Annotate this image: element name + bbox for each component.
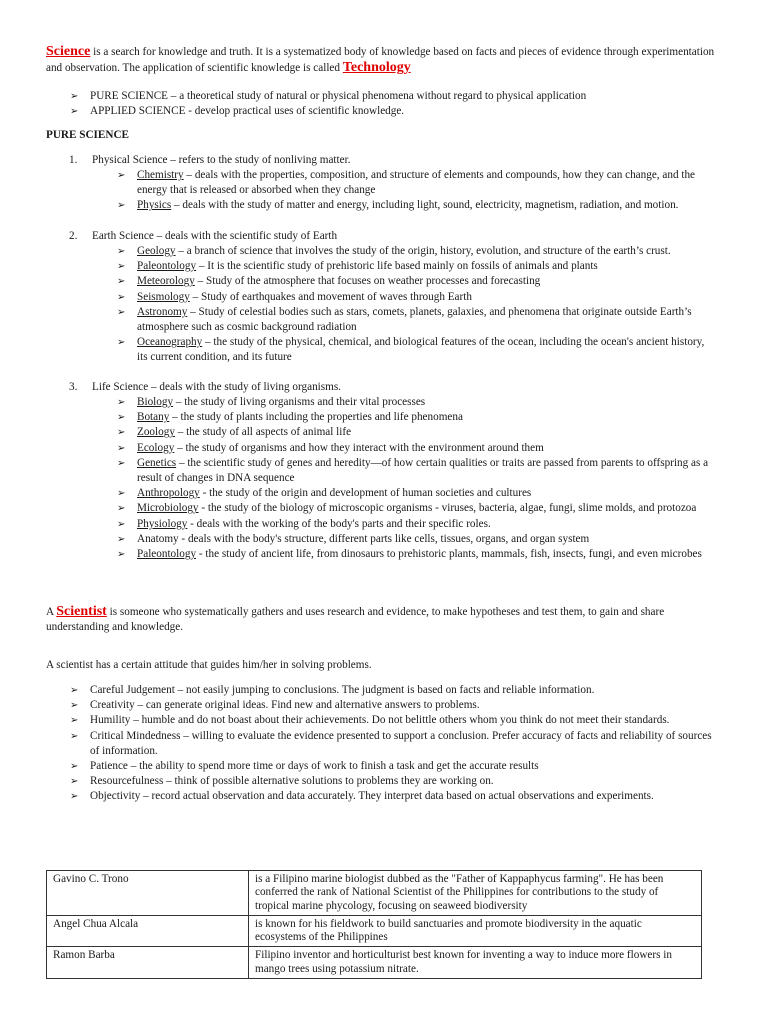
scientist-desc-cell: is known for his fieldwork to build sanctuaries and promote biodiversity in the aquatic ecosystems of the Philippines — [249, 915, 702, 947]
term-desc: - deals with the working of the body's parts and their specific roles. — [187, 517, 491, 530]
term: Microbiology — [137, 502, 199, 515]
term: Oceanography — [137, 336, 203, 349]
term-desc: – It is the scientific study of prehistoric life based mainly on fossils of animals and plants — [196, 260, 598, 273]
list-number: 1. — [69, 154, 78, 166]
list-item: ➢ Resourcefulness – think of possible alternative solutions to problems they are working on. — [70, 774, 720, 789]
list-item: ➢ APPLIED SCIENCE - develop practical uses of scientific knowledge. — [70, 104, 720, 119]
term-desc: – the scientific study of genes and heredity—of how certain qualities or traits are passed from parents to offspring as a result of changes in DNA sequence — [137, 456, 709, 485]
scientist-desc-cell: Filipino inventor and horticulturist best known for inventing a way to induce more flowers in mango trees using potassium nitrate. — [249, 947, 702, 979]
technology-term: Technology — [342, 60, 411, 76]
list-item — [117, 274, 717, 289]
term: Physiology — [137, 517, 188, 530]
list-item — [117, 425, 717, 440]
term-desc: – deals with the study of matter and energy, including light, sound, electricity, magnetism, radiation, and motion. — [171, 199, 679, 212]
term: Botany — [137, 411, 170, 424]
term-desc: – Study of the atmosphere that focuses on weather processes and forecasting — [194, 275, 541, 288]
term-desc: – deals with the properties, composition, and structure of elements and compounds, how they can change, and the energy that is released or absorbed when they change — [137, 169, 696, 197]
table-row — [47, 915, 702, 947]
list-item — [117, 441, 717, 456]
intro-text: is a search for knowledge and truth. It is a systematized body of knowledge based on facts and pieces of evidence through experimentation and observation. The application of scientific knowledge is called — [46, 46, 715, 75]
scientist-text: is someone who systematically gathers and uses research and evidence, to make hypotheses and test them, to gain and share understanding and knowledge. — [46, 606, 665, 634]
term-desc: – Study of celestial bodies such as stars, comets, planets, galaxies, and phenomena that originate outside Earth’s atmosphere such as cosmic background radiation — [137, 305, 692, 334]
category-title: Earth Science – deals with the scientific study of Earth — [92, 230, 338, 242]
category-items — [117, 244, 717, 366]
term-desc: – Study of earthquakes and movement of waves through Earth — [189, 290, 472, 303]
science-term: Science — [46, 44, 91, 59]
attitudes-list — [70, 683, 720, 805]
category-title: Life Science – deals with the study of living organisms. — [92, 381, 341, 393]
term: Meteorology — [137, 275, 195, 288]
pure-science-heading: PURE SCIENCE — [46, 129, 129, 141]
scientists-table-wrap — [46, 870, 702, 979]
list-item — [117, 395, 717, 410]
category-title: Physical Science – refers to the study of nonliving matter. — [92, 154, 351, 166]
category-items — [117, 395, 717, 562]
term: Paleontology — [137, 260, 197, 273]
list-item — [117, 244, 717, 259]
term-desc: – the study of living organisms and their vital processes — [173, 396, 426, 408]
list-item — [117, 410, 717, 425]
list-item: ➢ Careful Judgement – not easily jumping to conclusions. The judgment is based on facts and reliable information. — [70, 683, 720, 698]
attitude-intro: A scientist has a certain attitude that guides him/her in solving problems. — [46, 659, 372, 671]
list-item — [117, 305, 717, 335]
term: Genetics — [137, 456, 177, 469]
list-item: ➢ PURE SCIENCE – a theoretical study of natural or physical phenomena without regard to physical application — [70, 89, 720, 104]
list-item — [117, 517, 717, 532]
list-item — [117, 532, 717, 547]
scientist-term: Scientist — [56, 604, 107, 619]
list-item — [117, 168, 717, 198]
scientist-name-cell: Ramon Barba — [47, 947, 249, 979]
term-desc: – a branch of science that involves the study of the origin, history, evolution, and structure of the earth’s crust. — [175, 245, 671, 257]
term: Biology — [137, 396, 174, 408]
list-item: ➢ Creativity – can generate original ideas. Find new and alternative answers to problems. — [70, 698, 720, 713]
term: Ecology — [137, 441, 175, 454]
list-item — [117, 486, 717, 501]
scientist-desc-cell: is a Filipino marine biologist dubbed as the "Father of Kappaphycus farming". He has been conferred the rank of National Scientist of the Philippines for contributions to the study of tropical marine phycology, focusing on seaweed biodiversity — [249, 871, 702, 916]
scientist-paragraph — [46, 604, 718, 635]
table-row — [47, 947, 702, 979]
term-desc: – the study of organisms and how they interact with the environment around them — [174, 441, 544, 454]
term: Geology — [137, 245, 176, 257]
scientist-name-cell: Angel Chua Alcala — [47, 915, 249, 947]
list-item — [117, 259, 717, 274]
term-desc: - the study of the origin and development of human societies and cultures — [199, 487, 532, 500]
scientist-prefix: A — [46, 606, 57, 618]
list-item: ➢ Patience – the ability to spend more time or days of work to finish a task and get the accurate results — [70, 759, 720, 774]
list-number: 3. — [69, 381, 78, 393]
table-row — [47, 871, 702, 916]
term-desc: - the study of the biology of microscopic organisms - viruses, bacteria, algae, fungi, slime molds, and protozoa — [198, 502, 697, 515]
list-item — [117, 456, 717, 486]
list-item — [117, 198, 717, 213]
term: Seismology — [137, 290, 190, 303]
list-item — [117, 547, 717, 562]
term-desc: – the study of the physical, chemical, and biological features of the ocean, including the ocean's ancient history, its current condition, and its future — [137, 336, 705, 364]
list-item: ➢ Critical Mindedness – willing to evaluate the evidence presented to support a conclusion. Prefer accuracy of facts and reliability of sources of information. — [70, 729, 720, 759]
term-desc: - the study of ancient life, from dinosaurs to prehistoric plants, mammals, fish, insects, fungi, and even microbes — [196, 548, 702, 561]
list-item — [117, 290, 717, 305]
term: Zoology — [137, 426, 175, 439]
list-item — [117, 335, 717, 365]
category-items — [117, 168, 717, 214]
list-item: ➢ Objectivity – record actual observation and data accurately. They interpret data based on actual observations and experiments. — [70, 789, 720, 804]
term-desc: Anatomy - deals with the body's structure, different parts like cells, tissues, organs, and organ system — [137, 532, 590, 545]
list-item: ➢ Humility – humble and do not boast about their achievements. Do not belittle others whom you think do not meet their standards. — [70, 713, 720, 728]
term: Physics — [137, 199, 172, 212]
intro-paragraph — [46, 44, 718, 76]
term: Paleontology — [137, 548, 197, 561]
list-item — [117, 501, 717, 516]
term: Anthropology — [137, 487, 200, 500]
term-desc: – the study of all aspects of animal life — [174, 426, 352, 439]
scientists-table — [46, 870, 702, 979]
scientist-name-cell: Gavino C. Trono — [47, 871, 249, 916]
list-number: 2. — [69, 230, 78, 242]
term: Astronomy — [137, 305, 188, 318]
science-types-list — [70, 89, 720, 119]
term-desc: – the study of plants including the properties and life phenomena — [169, 411, 463, 424]
term: Chemistry — [137, 169, 184, 181]
